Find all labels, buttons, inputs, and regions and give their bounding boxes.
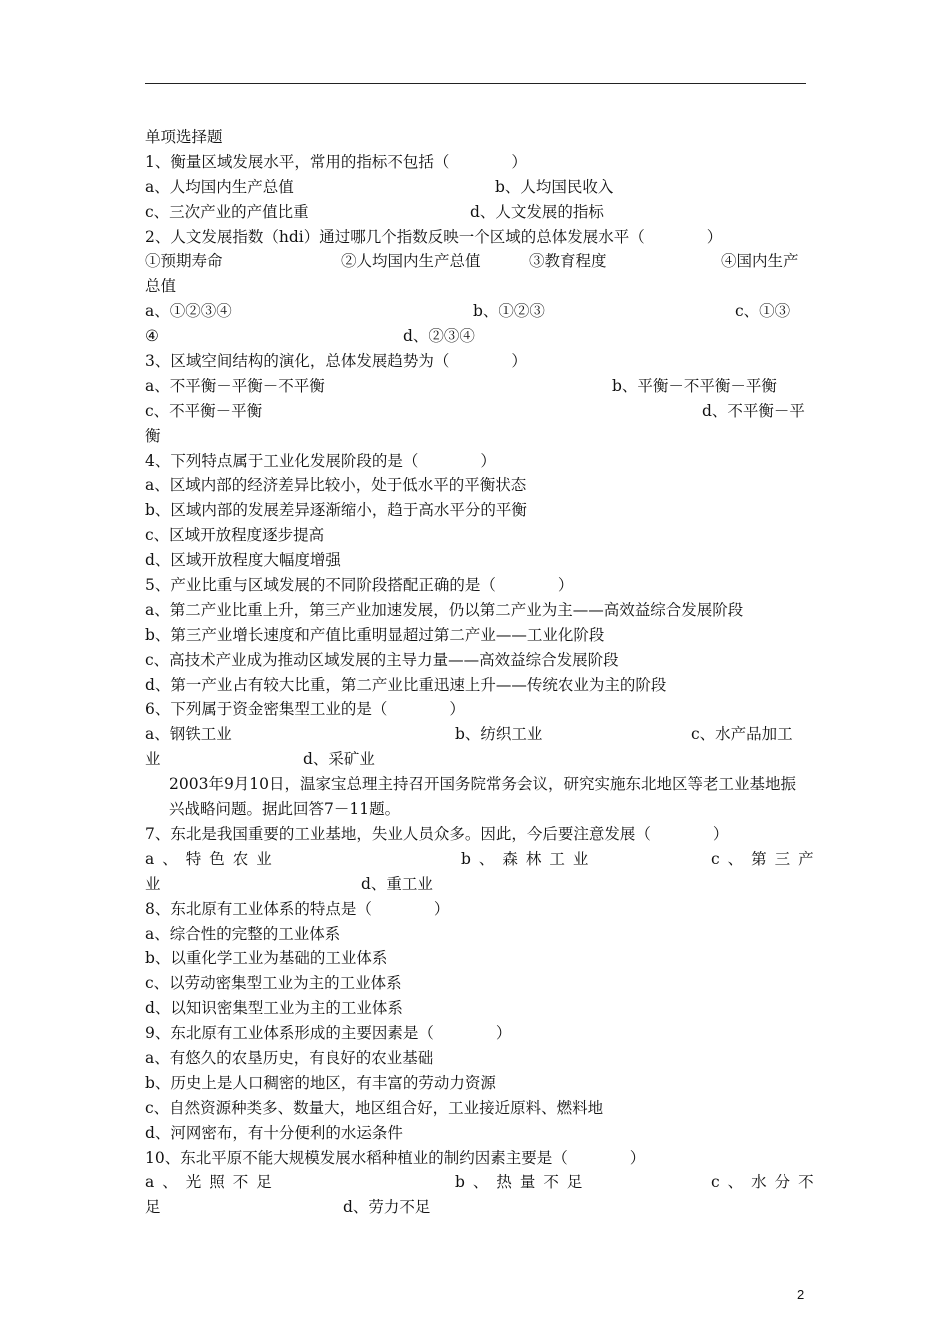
question-2-options-wrap bbox=[145, 324, 806, 349]
question-8-stem: 8、东北原有工业体系的特点是（ ） bbox=[145, 899, 450, 918]
option-b: b、平衡－不平衡－平衡 bbox=[612, 376, 777, 395]
question-9-stem: 9、东北原有工业体系形成的主要因素是（ ） bbox=[145, 1024, 512, 1043]
page-number: 2 bbox=[797, 1287, 805, 1302]
option-c: c、以劳动密集型工业为主的工业体系 bbox=[145, 974, 402, 993]
question-3-options-cd bbox=[145, 399, 806, 424]
option-b: b、热量不足 bbox=[455, 1173, 591, 1192]
header-rule bbox=[145, 83, 806, 84]
item-4: ④国内生产 bbox=[721, 252, 799, 271]
question-2-items-wrap: 总值 bbox=[145, 277, 177, 296]
option-b: b、以重化学工业为基础的工业体系 bbox=[145, 949, 388, 968]
option-c-wrap: 业 bbox=[145, 750, 161, 769]
question-2-options-abc bbox=[145, 299, 806, 324]
option-d: d、以知识密集型工业为主的工业体系 bbox=[145, 999, 403, 1018]
option-c: c、水产品加工 bbox=[691, 725, 793, 744]
option-c-wrap: ④ bbox=[145, 327, 159, 346]
question-10-stem: 10、东北平原不能大规模发展水稻种植业的制约因素主要是（ ） bbox=[145, 1148, 646, 1167]
option-c: c、①③ bbox=[735, 302, 791, 321]
question-1-stem: 1、衡量区域发展水平，常用的指标不包括（ ） bbox=[145, 152, 527, 171]
option-a: a、钢铁工业 bbox=[145, 725, 232, 744]
option-c-wrap: 业 bbox=[145, 874, 161, 893]
option-a: a、人均国内生产总值 bbox=[145, 177, 294, 196]
question-1-options-cd bbox=[145, 200, 806, 225]
item-3: ③教育程度 bbox=[529, 252, 607, 271]
option-d: d、第一产业占有较大比重，第二产业比重迅速上升——传统农业为主的阶段 bbox=[145, 675, 667, 694]
option-a: a、光照不足 bbox=[145, 1173, 280, 1192]
question-1-options-ab bbox=[145, 175, 806, 200]
option-a: a、第二产业比重上升，第三产业加速发展，仍以第二产业为主——高效益综合发展阶段 bbox=[145, 600, 744, 619]
question-5-stem: 5、产业比重与区域发展的不同阶段搭配正确的是（ ） bbox=[145, 576, 574, 595]
question-7-stem: 7、东北是我国重要的工业基地，失业人员众多。因此，今后要注意发展（ ） bbox=[145, 824, 729, 843]
section-heading: 单项选择题 bbox=[145, 128, 223, 146]
option-d: d、采矿业 bbox=[303, 750, 375, 769]
question-3-stem: 3、区域空间结构的演化，总体发展趋势为（ ） bbox=[145, 352, 527, 371]
option-d: d、②③④ bbox=[403, 327, 475, 346]
option-b: b、①②③ bbox=[473, 302, 545, 321]
option-b: b、历史上是人口稠密的地区，有丰富的劳动力资源 bbox=[145, 1073, 496, 1092]
question-2-items bbox=[145, 249, 806, 274]
question-7-options-abc bbox=[145, 847, 822, 872]
question-3-options-wrap: 衡 bbox=[145, 426, 161, 445]
option-b: b、人均国民收入 bbox=[495, 177, 614, 196]
option-d: d、不平衡－平 bbox=[702, 401, 805, 420]
option-c-wrap: 足 bbox=[145, 1198, 161, 1217]
option-c: c、第三产 bbox=[711, 849, 822, 868]
option-a: a、区域内部的经济差异比较小，处于低水平的平衡状态 bbox=[145, 476, 527, 495]
reading-passage: 2003年9月10日，温家宝总理主持召开国务院常务会议，研究实施东北地区等老工业基地振兴战略问题。据此回答7－11题。 bbox=[169, 775, 797, 819]
option-b: b、第三产业增长速度和产值比重明显超过第二产业——工业化阶段 bbox=[145, 625, 605, 644]
option-b: b、森林工业 bbox=[461, 849, 597, 868]
option-c: c、区域开放程度逐步提高 bbox=[145, 526, 325, 545]
item-2: ②人均国内生产总值 bbox=[341, 252, 481, 271]
question-10-options-wrap bbox=[145, 1195, 806, 1220]
option-d: d、人文发展的指标 bbox=[470, 202, 604, 221]
option-a: a、有悠久的农垦历史，有良好的农业基础 bbox=[145, 1048, 434, 1067]
option-a: a、不平衡－平衡－不平衡 bbox=[145, 376, 325, 395]
option-c: c、三次产业的产值比重 bbox=[145, 202, 309, 221]
option-d: d、区域开放程度大幅度增强 bbox=[145, 551, 341, 570]
question-6-options-wrap bbox=[145, 747, 806, 772]
question-7-options-wrap bbox=[145, 872, 806, 897]
option-c: c、水分不 bbox=[711, 1173, 822, 1192]
question-6-options-abc bbox=[145, 722, 806, 747]
option-a: a、特色农业 bbox=[145, 849, 280, 868]
question-3-options-ab bbox=[145, 374, 806, 399]
question-2-stem: 2、人文发展指数（hdi）通过哪几个指数反映一个区域的总体发展水平（ ） bbox=[145, 227, 723, 246]
option-a: a、综合性的完整的工业体系 bbox=[145, 924, 341, 943]
option-d: d、河网密布，有十分便利的水运条件 bbox=[145, 1123, 403, 1142]
item-1: ①预期寿命 bbox=[145, 252, 223, 271]
option-a: a、①②③④ bbox=[145, 302, 232, 321]
page-body bbox=[145, 125, 822, 1220]
option-d: d、劳力不足 bbox=[343, 1198, 431, 1217]
option-b: b、区域内部的发展差异逐渐缩小，趋于高水平分的平衡 bbox=[145, 501, 527, 520]
question-6-stem: 6、下列属于资金密集型工业的是（ ） bbox=[145, 700, 465, 719]
option-d: d、重工业 bbox=[361, 874, 433, 893]
option-c: c、不平衡－平衡 bbox=[145, 401, 263, 420]
question-10-options-abc bbox=[145, 1170, 822, 1195]
option-c: c、自然资源种类多、数量大，地区组合好，工业接近原料、燃料地 bbox=[145, 1098, 604, 1117]
option-c: c、高技术产业成为推动区域发展的主导力量——高效益综合发展阶段 bbox=[145, 650, 619, 669]
option-b: b、纺织工业 bbox=[455, 725, 543, 744]
question-4-stem: 4、下列特点属于工业化发展阶段的是（ ） bbox=[145, 451, 496, 470]
